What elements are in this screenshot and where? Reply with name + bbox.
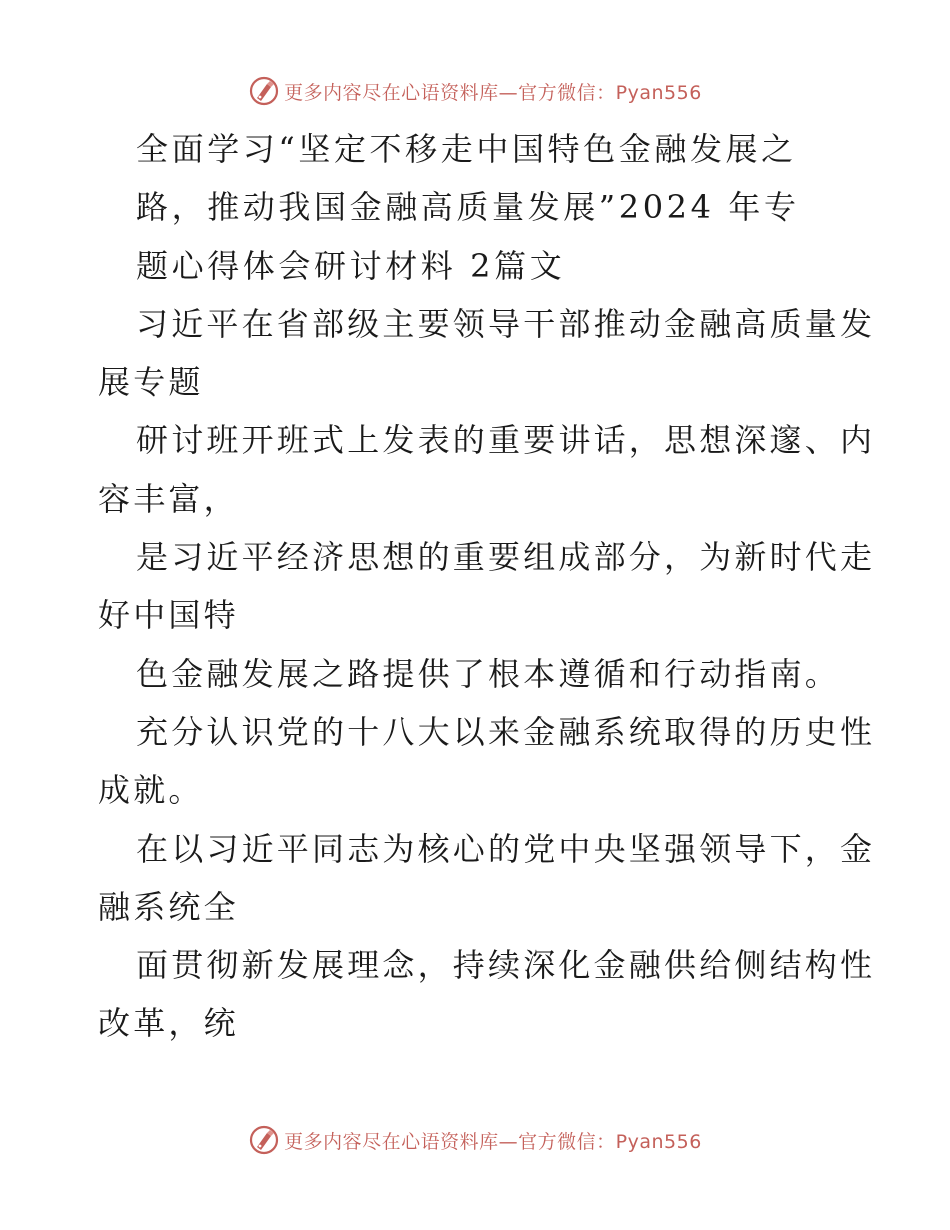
paragraph-line: 融系统全 <box>98 887 239 926</box>
pen-nib-logo-icon <box>248 1124 280 1156</box>
paragraph-line: 成就。 <box>98 771 204 810</box>
document-body <box>98 120 876 1053</box>
paragraph-line: 习近平在省部级主要领导干部推动金融高质量发 <box>136 304 876 343</box>
paragraph-line: 面贯彻新发展理念，持续深化金融供给侧结构性 <box>136 946 876 985</box>
header-banner <box>0 71 950 111</box>
header-banner-text: 更多内容尽在心语资料库—官方微信：Pyan556 <box>284 81 702 104</box>
paragraph-line: 是习近平经济思想的重要组成部分，为新时代走 <box>136 538 876 577</box>
paragraph-line: 改革，统 <box>98 1004 239 1043</box>
pen-nib-logo-icon <box>248 75 280 107</box>
paragraph-line: 充分认识党的十八大以来金融系统取得的历史性 <box>136 712 876 751</box>
footer-banner-text: 更多内容尽在心语资料库—官方微信：Pyan556 <box>284 1130 702 1153</box>
footer-banner <box>0 1120 950 1160</box>
paragraph-line: 容丰富， <box>98 479 239 518</box>
paragraph-line: 展专题 <box>98 363 204 402</box>
title-line: 全面学习“坚定不移走中国特色金融发展之 <box>136 130 797 168</box>
document-text <box>98 295 876 1053</box>
paragraph-line: 好中国特 <box>98 596 239 635</box>
paragraph-line: 研讨班开班式上发表的重要讲话，思想深邃、内 <box>136 421 876 460</box>
paragraph-line: 色金融发展之路提供了根本遵循和行动指南。 <box>136 654 841 693</box>
title-line: 路，推动我国金融高质量发展”2024 年专 <box>136 188 800 227</box>
title-line: 题心得体会研讨材料 2篇文 <box>136 246 566 285</box>
document-title <box>98 120 852 295</box>
paragraph-line: 在以习近平同志为核心的党中央坚强领导下，金 <box>136 829 876 868</box>
